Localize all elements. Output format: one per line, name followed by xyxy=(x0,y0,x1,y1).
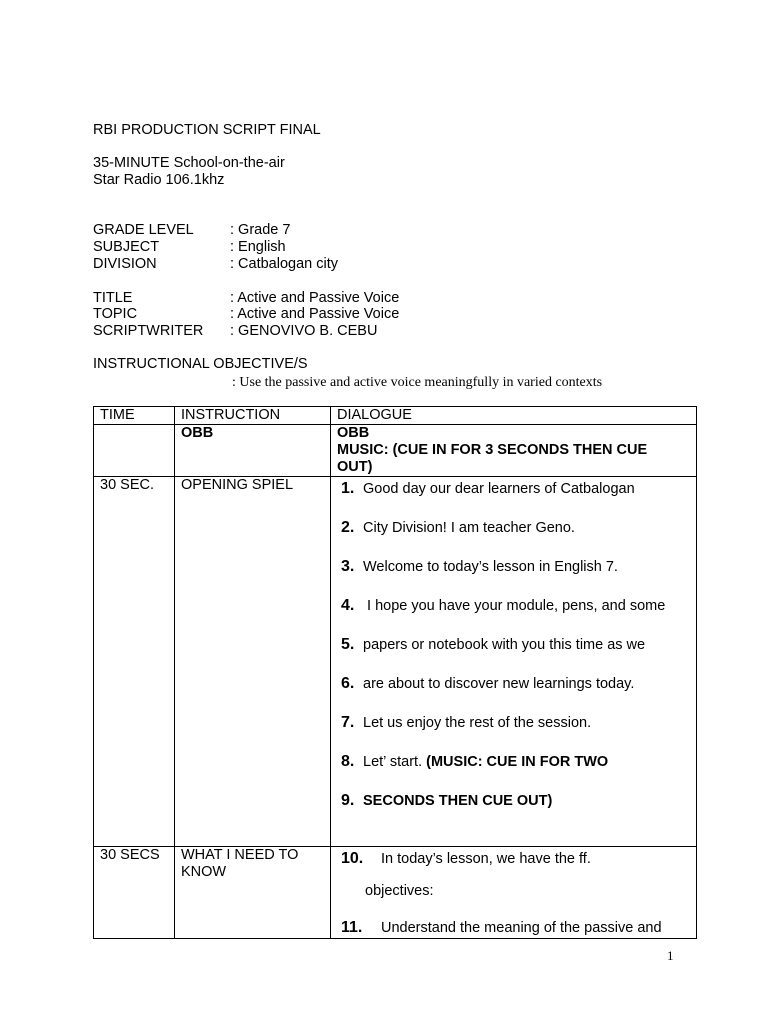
dialogue-line: 7. Let us enjoy the rest of the session. xyxy=(341,714,592,731)
spiel-instruction: OPENING SPIEL xyxy=(175,477,331,847)
spiel-time: 30 SEC. xyxy=(94,477,175,847)
dialogue-line: 4. I hope you have your module, pens, and some xyxy=(341,597,666,614)
table-row-opening-spiel xyxy=(94,477,697,847)
program-name: 35-MINUTE School-on-the-air xyxy=(93,155,285,171)
script-title: RBI PRODUCTION SCRIPT FINAL xyxy=(93,122,321,138)
info-value: : English xyxy=(230,239,286,255)
info-value: : GENOVIVO B. CEBU xyxy=(230,323,378,339)
dialogue-line: 5. papers or notebook with you this time as we xyxy=(341,636,646,653)
music-cue: SECONDS THEN CUE OUT) xyxy=(363,793,553,809)
header-time: TIME xyxy=(94,407,175,425)
obb-music-cue-end: OUT) xyxy=(337,459,373,475)
dialogue-line: 10. In today’s lesson, we have the ff. xyxy=(341,850,591,867)
objectives-text: : Use the passive and active voice meaningfully in varied contexts xyxy=(232,375,603,390)
know-time: 30 SECS xyxy=(94,847,175,939)
info-label: DIVISION xyxy=(93,256,157,272)
info-label: GRADE LEVEL xyxy=(93,222,194,238)
script-table xyxy=(93,406,697,939)
info-label: TOPIC xyxy=(93,306,138,322)
music-cue: (MUSIC: CUE IN FOR TWO xyxy=(426,754,609,770)
info-label: SUBJECT xyxy=(93,239,160,255)
station-name: Star Radio 106.1khz xyxy=(93,172,225,188)
obb-dialogue-title: OBB xyxy=(337,425,370,441)
info-label: SCRIPTWRITER xyxy=(93,323,204,339)
header-instruction: INSTRUCTION xyxy=(175,407,331,425)
obb-music-cue: MUSIC: (CUE IN FOR 3 SECONDS THEN CUE xyxy=(337,442,648,458)
dialogue-line-cont: objectives: xyxy=(365,883,434,899)
dialogue-line: 11. Understand the meaning of the passive and xyxy=(341,919,662,936)
obb-dialogue-cell xyxy=(331,425,697,477)
spiel-dialogue-cell xyxy=(331,477,697,847)
objectives-heading: INSTRUCTIONAL OBJECTIVE/S xyxy=(93,356,308,372)
table-row-obb xyxy=(94,425,697,477)
info-value: : Grade 7 xyxy=(230,222,291,238)
page-number: 1 xyxy=(667,948,674,963)
dialogue-line: 3. Welcome to today’s lesson in English 7. xyxy=(341,558,618,575)
dialogue-line: 6. are about to discover new learnings today. xyxy=(341,675,635,692)
info-value: : Catbalogan city xyxy=(230,256,339,272)
info-value: : Active and Passive Voice xyxy=(230,306,400,322)
table-row-what-i-need-to-know xyxy=(94,847,697,939)
dialogue-line: 1. Good day our dear learners of Catbalogan xyxy=(341,480,635,497)
dialogue-line: 8. Let’ start. (MUSIC: CUE IN FOR TWO xyxy=(341,753,609,770)
info-value: : Active and Passive Voice xyxy=(230,290,400,306)
table-header-row xyxy=(94,407,697,425)
info-label: TITLE xyxy=(93,290,133,306)
know-dialogue-cell xyxy=(331,847,697,939)
dialogue-line: 2. City Division! I am teacher Geno. xyxy=(341,519,575,536)
header-dialogue: DIALOGUE xyxy=(331,407,697,425)
obb-instruction: OBB xyxy=(175,425,331,477)
know-instruction: WHAT I NEED TO KNOW xyxy=(175,847,331,939)
obb-time-cell xyxy=(94,425,175,477)
dialogue-line: 9. SECONDS THEN CUE OUT) xyxy=(341,792,553,809)
